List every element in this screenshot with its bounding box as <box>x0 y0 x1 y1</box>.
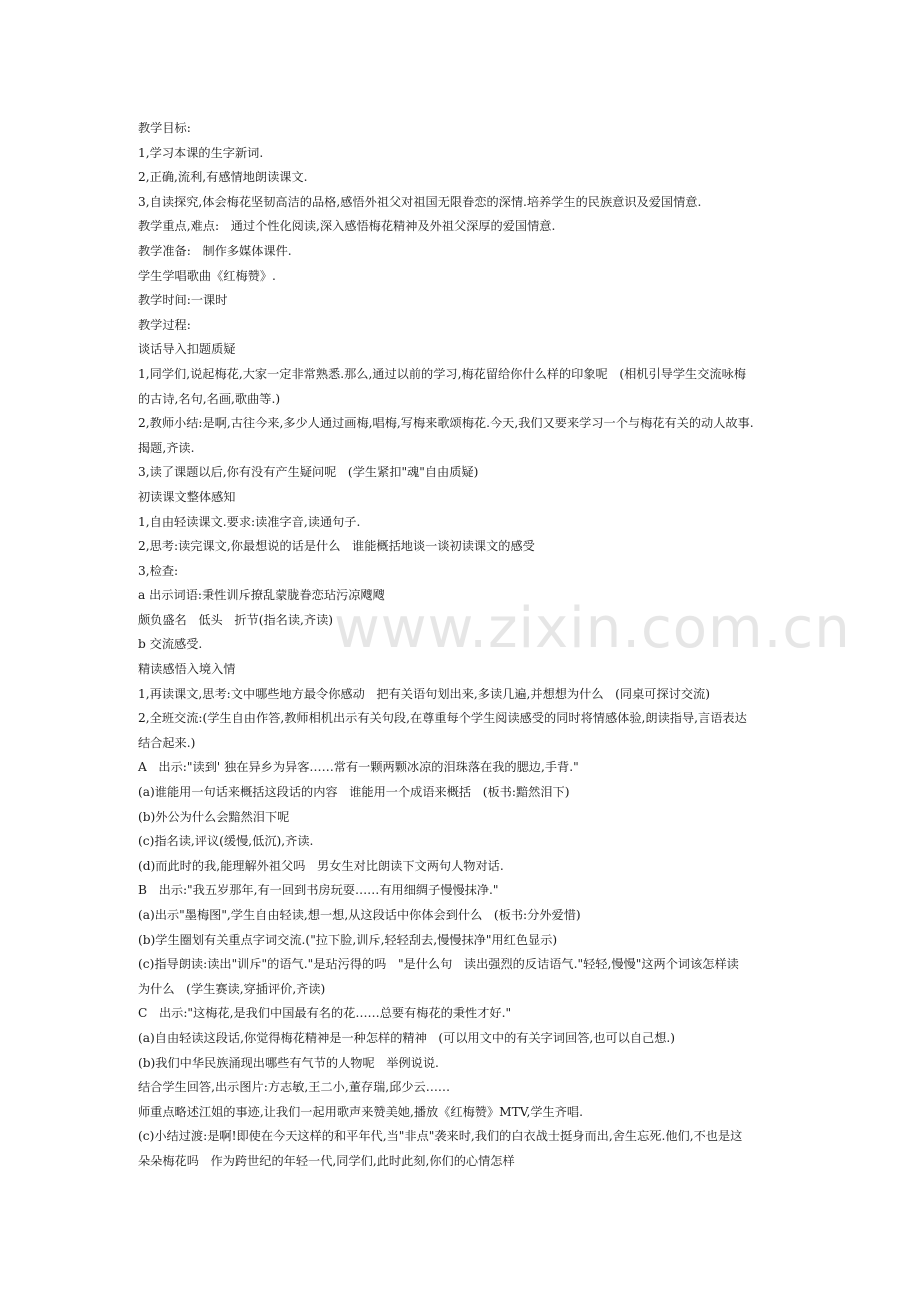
document-line: 教学过程: <box>138 317 191 332</box>
document-line: 3,自读探究,体会梅花坚韧高洁的品格,感悟外祖父对祖国无限眷恋的深情.培养学生的民族意识及爱国情意. <box>138 194 702 209</box>
document-line: 结合起来.) <box>138 735 196 750</box>
document-line: 3,读了课题以后,你有没有产生疑问呢 (学生紧扣"魂"自由质疑) <box>138 465 479 480</box>
document-line: 2,思考:读完课文,你最想说的话是什么 谁能概括地谈一谈初读课文的感受 <box>138 539 535 554</box>
document-line: 2,教师小结:是啊,古往今来,多少人通过画梅,唱梅,写梅来歌颂梅花.今天,我们又要来学习一个与梅花有关的动人故事. <box>138 416 754 431</box>
document-line: 1,学习本课的生字新词. <box>138 145 264 160</box>
document-line: (c)指导朗读:读出"训斥"的语气."是玷污得的吗 "是什么句 读出强烈的反诘语气."轻轻,慢慢"这两个词该怎样读 <box>138 957 739 972</box>
document-line: 谈话导入扣题质疑 <box>138 342 236 357</box>
document-line: 1,自由轻读课文.要求:读准字音,读通句子. <box>138 514 361 529</box>
document-line: 揭题,齐读. <box>138 440 195 455</box>
document-line: 2,全班交流:(学生自由作答,教师相机出示有关句段,在尊重每个学生阅读感受的同时将情感体验,朗读指导,言语表达 <box>138 711 747 726</box>
document-line: 朵朵梅花吗 作为跨世纪的年轻一代,同学们,此时此刻,你们的心情怎样 <box>138 1153 515 1168</box>
document-line: (c)小结过渡:是啊!即使在今天这样的和平年代,当"非点"袭来时,我们的白衣战士挺身而出,舍生忘死.他们,不也是这 <box>138 1129 743 1144</box>
document-line: 师重点略述江姐的事迹,让我们一起用歌声来赞美她,播放《红梅赞》MTV,学生齐唱. <box>138 1104 583 1119</box>
document-body <box>138 116 798 1174</box>
document-line: 颇负盛名 低头 折节(指名读,齐读) <box>138 612 334 627</box>
document-line: (b)外公为什么会黯然泪下呢 <box>138 809 290 824</box>
document-line: 1,同学们,说起梅花,大家一定非常熟悉.那么,通过以前的学习,梅花留给你什么样的印象呢 (相机引导学生交流咏梅 <box>138 366 746 381</box>
document-line: 2,正确,流利,有感情地朗读课文. <box>138 170 308 185</box>
document-line: (b)我们中华民族涌现出哪些有气节的人物呢 举例说说. <box>138 1055 439 1070</box>
document-line: 教学准备: 制作多媒体课件. <box>138 243 292 258</box>
document-line: 为什么 (学生赛读,穿插评价,齐读) <box>138 981 326 996</box>
document-line: 1,再读课文,思考:文中哪些地方最令你感动 把有关语句划出来,多读几遍,并想想为什么 (同桌可探讨交流) <box>138 686 710 701</box>
watermark-text: www.zixin.com.cn <box>334 596 851 661</box>
document-line: C 出示:"这梅花,是我们中国最有名的花……总要有梅花的秉性才好." <box>138 1006 512 1021</box>
document-line: (b)学生圈划有关重点字词交流.("拉下脸,训斥,轻轻刮去,慢慢抹净"用红色显示) <box>138 932 558 947</box>
document-line: B 出示:"我五岁那年,有一回到书房玩耍……有用细绸子慢慢抹净." <box>138 883 499 898</box>
document-line: (a)出示"墨梅图",学生自由轻读,想一想,从这段话中你体会到什么 (板书:分外爱惜) <box>138 908 581 922</box>
document-line: a 出示词语:秉性训斥撩乱蒙胧眷恋玷污凉飕飕 <box>138 588 385 603</box>
document-line: (d)而此时的我,能理解外祖父吗 男女生对比朗读下文两句人物对话. <box>138 858 504 873</box>
document-line: (a)谁能用一句话来概括这段话的内容 谁能用一个成语来概括 (板书:黯然泪下) <box>138 785 570 800</box>
document-line: 的古诗,名句,名画,歌曲等.) <box>138 391 281 406</box>
document-line: 精读感悟入境入情 <box>138 662 236 677</box>
document-line: A 出示:"读到' 独在异乡为异客……常有一颗两颗冰凉的泪珠落在我的腮边,手背." <box>138 760 579 775</box>
document-line: 教学重点,难点: 通过个性化阅读,深入感悟梅花精神及外祖父深厚的爱国情意. <box>138 219 556 234</box>
document-line: 初读课文整体感知 <box>138 489 236 504</box>
document-line: 教学时间:一课时 <box>138 293 228 308</box>
document-line: 教学目标: <box>138 121 191 135</box>
document-line: 学生学唱歌曲《红梅赞》. <box>138 268 276 283</box>
document-line: (a)自由轻读这段话,你觉得梅花精神是一种怎样的精神 (可以用文中的有关字词回答,也可以自己想.) <box>138 1030 676 1045</box>
document-line: 3,检查: <box>138 563 179 578</box>
document-line: b 交流感受. <box>138 637 203 652</box>
document-line: (c)指名读,评议(缓慢,低沉),齐读. <box>138 834 314 849</box>
document-line: 结合学生回答,出示图片:方志敏,王二小,董存瑞,邱少云…… <box>138 1080 451 1095</box>
